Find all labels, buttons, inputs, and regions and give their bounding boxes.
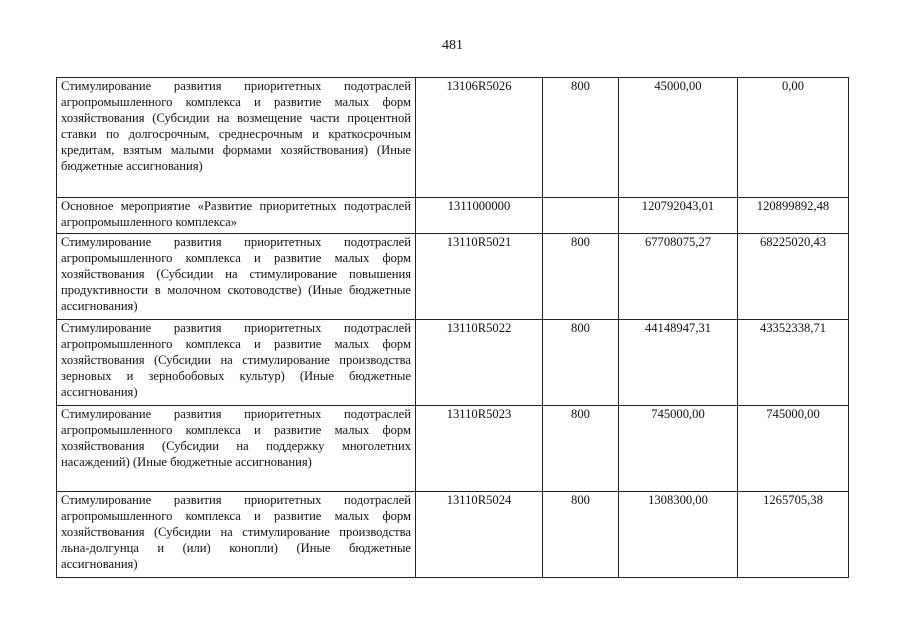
amount-first: 44148947,31 <box>619 320 738 406</box>
table-row <box>57 406 849 492</box>
row-description: Стимулирование развития приоритетных подотраслей агропромышленного комплекса и развитие малых форм хозяйствования (Субсидии на стимулирование производства зерновых и зернобобовых культур) (Иные бюджетные ассигнования) <box>57 320 416 406</box>
amount-second: 0,00 <box>738 78 849 198</box>
row-description: Стимулирование развития приоритетных подотраслей агропромышленного комплекса и развитие малых форм хозяйствования (Субсидии на стимулирование повышения продуктивности в молочном скотоводстве) (Иные бюджетные ассигнования) <box>57 234 416 320</box>
amount-second: 1265705,38 <box>738 492 849 578</box>
expense-type <box>543 198 619 234</box>
expense-type: 800 <box>543 320 619 406</box>
table-row <box>57 198 849 234</box>
amount-first: 45000,00 <box>619 78 738 198</box>
row-description: Стимулирование развития приоритетных подотраслей агропромышленного комплекса и развитие малых форм хозяйствования (Субсидии на стимулирование производства льна-долгунца и (или) конопли) (Иные бюджетные ассигнования) <box>57 492 416 578</box>
target-code: 1311000000 <box>416 198 543 234</box>
row-description: Стимулирование развития приоритетных подотраслей агропромышленного комплекса и развитие малых форм хозяйствования (Субсидии на поддержку многолетних насаждений) (Иные бюджетные ассигнования) <box>57 406 416 492</box>
expense-type: 800 <box>543 234 619 320</box>
table-row <box>57 234 849 320</box>
amount-first: 1308300,00 <box>619 492 738 578</box>
amount-second: 43352338,71 <box>738 320 849 406</box>
target-code: 13110R5022 <box>416 320 543 406</box>
row-description: Основное мероприятие «Развитие приоритетных подотраслей агропромышленного комплекса» <box>57 198 416 234</box>
page-number: 481 <box>442 38 463 53</box>
amount-first: 67708075,27 <box>619 234 738 320</box>
amount-first: 745000,00 <box>619 406 738 492</box>
expense-type: 800 <box>543 492 619 578</box>
target-code: 13110R5021 <box>416 234 543 320</box>
table-row <box>57 320 849 406</box>
expense-type: 800 <box>543 406 619 492</box>
target-code: 13106R5026 <box>416 78 543 198</box>
table-row <box>57 492 849 578</box>
amount-first: 120792043,01 <box>619 198 738 234</box>
amount-second: 68225020,43 <box>738 234 849 320</box>
row-description: Стимулирование развития приоритетных подотраслей агропромышленного комплекса и развитие малых форм хозяйствования (Субсидии на возмещение части процентной ставки по долгосрочным, среднесрочным и краткосрочным кредитам, взятым малыми формами хозяйствования) (Иные бюджетные ассигнования) <box>57 78 416 198</box>
table-row <box>57 78 849 198</box>
amount-second: 120899892,48 <box>738 198 849 234</box>
budget-table <box>56 77 849 578</box>
target-code: 13110R5023 <box>416 406 543 492</box>
expense-type: 800 <box>543 78 619 198</box>
target-code: 13110R5024 <box>416 492 543 578</box>
amount-second: 745000,00 <box>738 406 849 492</box>
